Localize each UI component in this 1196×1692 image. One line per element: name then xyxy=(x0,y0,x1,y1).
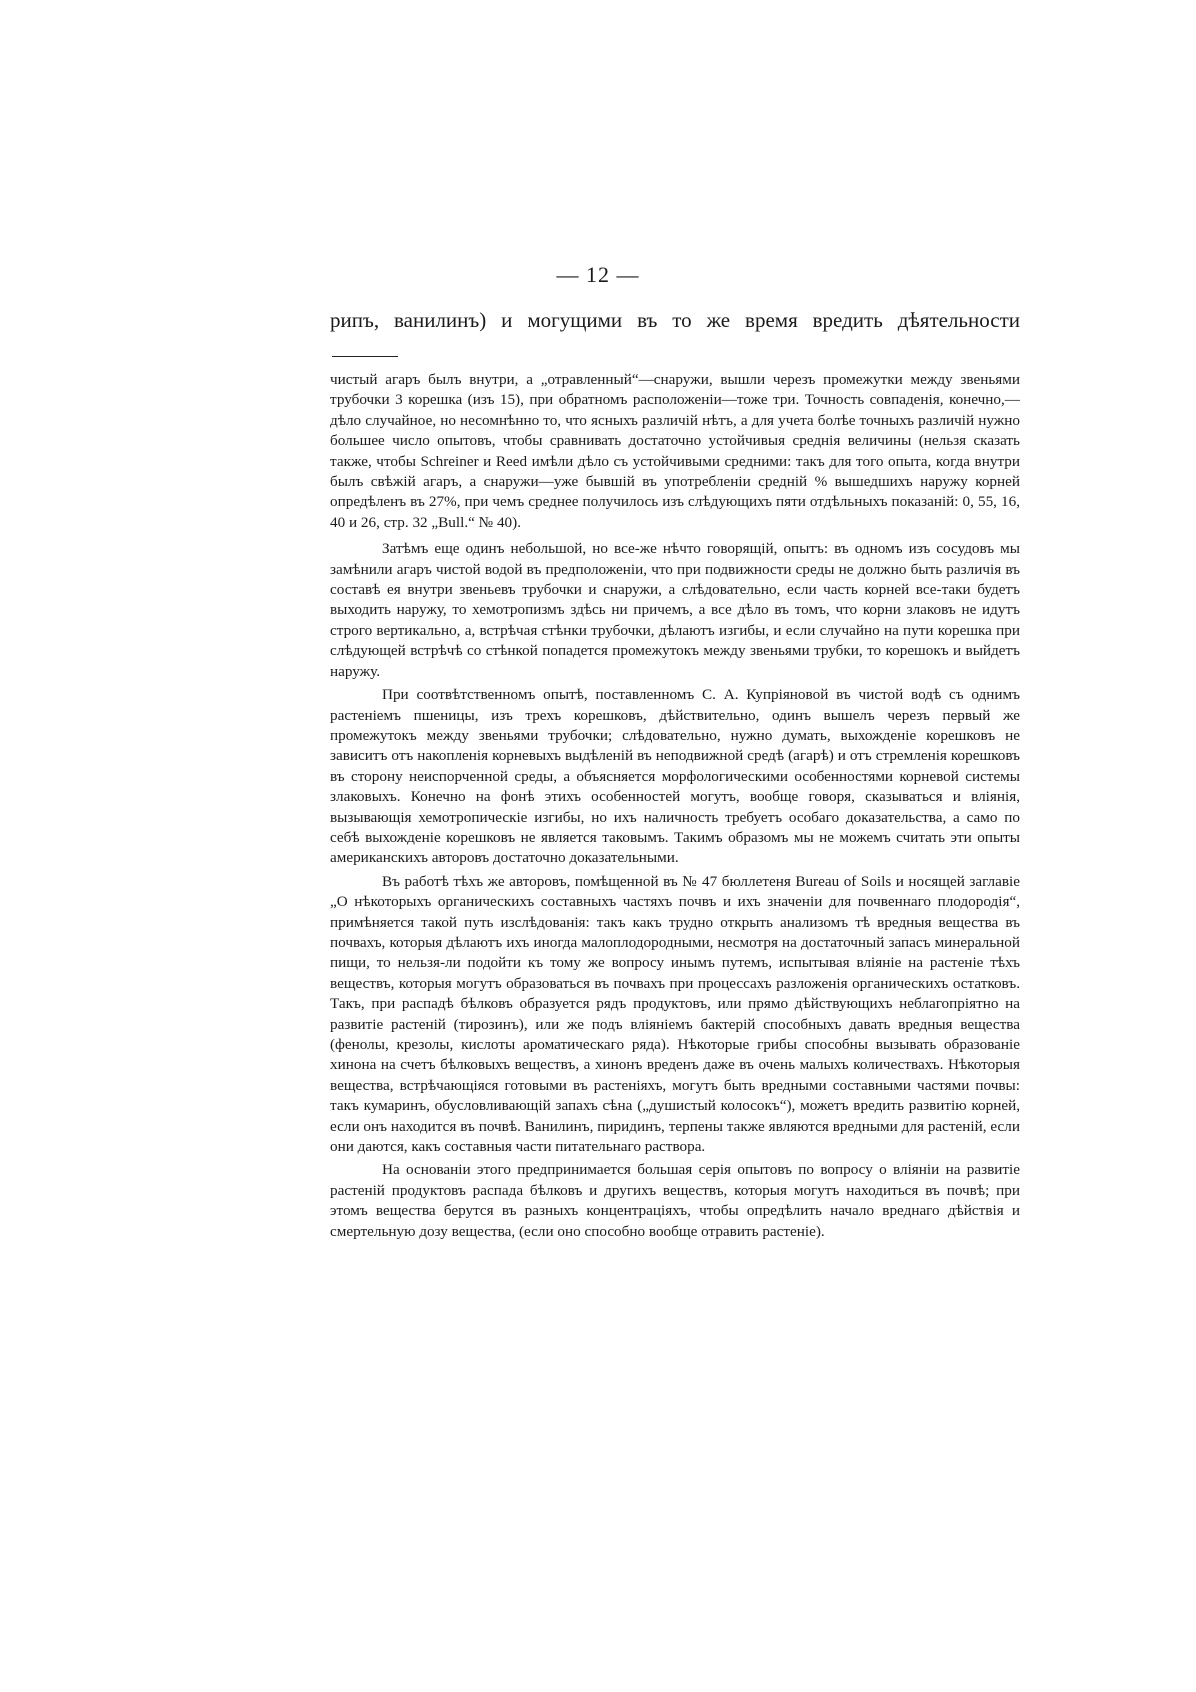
paragraph-3: При соотвѣтственномъ опытѣ, поставленномъ С. А. Купріяновой въ чистой водѣ съ однимъ растеніемъ пшеницы, изъ трехъ корешковъ, дѣйствительно, одинъ вышелъ черезъ первый же промежутокъ между звеньями трубочки; слѣдовательно, нужно думать, выхожденіе корешковъ не зависитъ отъ накопленія корневыхъ выдѣленій въ неподвижной средѣ (агарѣ) и отъ стремленія корешковъ въ сторону неиспорченной среды, а объясняется морфологическими особенностями корневой системы злаковыхъ. Конечно на фонѣ этихъ особенностей могутъ, вообще говоря, сказываться и вліянія, вызывающія хемотропическіе изгибы, но ихъ наличность требуетъ особаго доказательства, а само по себѣ выхожденіе корешковъ не является таковымъ. Такимъ образомъ мы не можемъ считать эти опыты американскихъ авторовъ достаточно доказательными. xyxy=(330,686,1020,867)
paragraph-5: На основаніи этого предпринимается большая серія опытовъ по вопросу о вліяніи на развитіе растеній продуктовъ распада бѣлковъ и другихъ веществъ, которыя могутъ находиться въ почвѣ; при этомъ вещества берутся въ разныхъ концентраціяхъ, чтобы опредѣлить начало вреднаго дѣйствія и смертельную дозу вещества, (если оно способно вообще отравить растеніе). xyxy=(330,1161,1020,1240)
paragraph-2: Затѣмъ еще одинъ небольшой, но все-же нѣчто говорящій, опытъ: въ одномъ изъ сосудовъ мы замѣнили агаръ чистой водой въ предположеніи, что при подвижности среды не должно быть различія въ составѣ ея внутри звеньевъ трубочки и снаружи, а слѣдовательно, если часть корней все-таки будетъ выходить наружу, то хемотропизмъ здѣсь ни причемъ, а все дѣло въ томъ, что корни злаковъ не идутъ строго вертикально, а, встрѣчая стѣнки трубочки, дѣлаютъ изгибы, и если случайно на пути корешка при слѣдующей встрѣчѣ со стѣнкой попадется промежутокъ между звеньями трубки, то корешокъ и выйдетъ наружу. xyxy=(330,540,1020,680)
footnote-body xyxy=(330,370,1020,1245)
paragraph-1: чистый агаръ былъ внутри, а „отравленный“—снаружи, вышли черезъ промежутки между звеньями трубочки 3 корешка (изъ 15), при обратномъ расположеніи—тоже три. Точность совпаденія, конечно,—дѣло случайное, но несомнѣнно то, что ясныхъ различій нѣтъ, а для учета болѣе точныхъ различій нужно большее число опытовъ, чтобы сравнивать достаточно устойчивыя среднія величины (нельзя сказать также, чтобы Schreiner и Reed имѣли дѣло съ устойчивыми средними: такъ для того опыта, когда внутри былъ свѣжій агаръ, а снаружи—уже бывшій въ употребленіи среднiй % вышедшихъ наружу корней опредѣленъ въ 27%, при чемъ среднее получилось изъ слѣдующихъ пяти отдѣльныхъ показаній: 0, 55, 16, 40 и 26, стр. 32 „Bull.“ № 40). xyxy=(330,371,1020,531)
footnote-divider xyxy=(332,356,398,357)
paragraph-4: Въ работѣ тѣхъ же авторовъ, помѣщенной въ № 47 бюллетеня Bureau of Soils и носящей заглавіе „О нѣкоторыхъ органическихъ составныхъ частяхъ почвъ и ихъ значеніи для почвеннаго плодородія“, примѣняется такой путь изслѣдованія: такъ какъ трудно открыть анализомъ тѣ вредныя вещества въ почвахъ, которыя дѣлаютъ ихъ иногда малоплодородными, несмотря на достаточный запасъ минеральной пищи, то нельзя-ли подойти къ тому же вопросу инымъ путемъ, испытывая вліяніе на растеніе тѣхъ веществъ, которыя могутъ образоваться въ почвахъ при процессахъ разложенія органическихъ остатковъ. Такъ, при распадѣ бѣлковъ образуется рядъ продуктовъ, или прямо дѣйствующихъ неблагопріятно на развитіе растеній (тирозинъ), или же подъ вліяніемъ бактерій способныхъ давать вредныя вещества (фенолы, крезолы, кислоты ароматическаго ряда). Нѣкоторые грибы способны вызывать образованіе хинона на счетъ бѣлковыхъ веществъ, а хинонъ вреденъ даже въ очень малыхъ количествахъ. Нѣкоторыя вещества, встрѣчающіяся готовыми въ растеніяхъ, могутъ быть вредными составными частями почвы: такъ кумаринъ, обусловливающій запахъ сѣна („душистый колосокъ“), можетъ вредить развитію корней, если онъ находится въ почвѣ. Ванилинъ, пиридинъ, терпены также являются вредными для растеній, если они даются, какъ составныя части питательнаго раствора. xyxy=(330,872,1020,1156)
running-text-line: рипъ, ванилинъ) и могущими въ то же время вредить дѣятельности xyxy=(330,308,1020,332)
page-number: — 12 — xyxy=(556,262,640,287)
